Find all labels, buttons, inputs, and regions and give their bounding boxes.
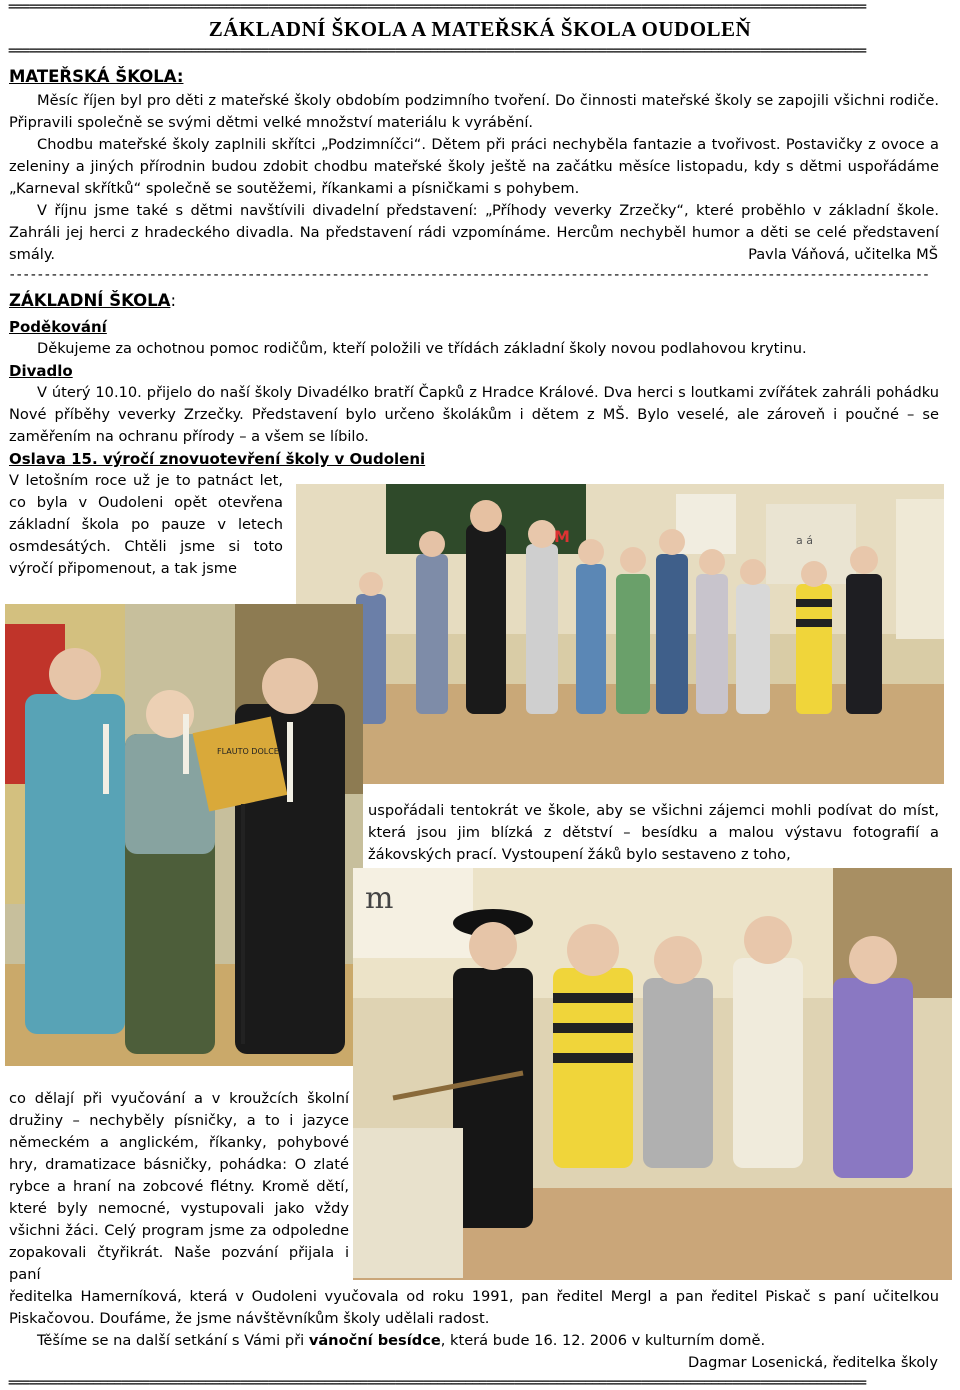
photo-performance [353, 868, 952, 1280]
photo1-wall-letters: a á [796, 534, 813, 547]
photo-flute-players [5, 604, 363, 1066]
celebration-text-1: V letošním roce už je to patnáct let, co byla v Oudoleni opět otevřena základní škola po pauze v letech osmdesátých. Chtěli jsme si toto výročí připomenout, a tak jsme [9, 472, 283, 577]
photo3-board-text: m [365, 881, 394, 916]
photo-children-standing [296, 484, 944, 784]
celebration-heading: Oslava 15. výročí znovuotevření školy v Oudoleni [9, 450, 426, 468]
photo1-sign-text: M [554, 527, 570, 546]
photo2-book-text: FLAUTO DOLCE [217, 747, 279, 756]
section-separator: ----------------------------------------------------------------------------------------------------------------------------------- [8, 268, 929, 282]
celebration-text-3: co dělají při vyučování a v kroužcích školní družiny – nechyběly písničky, a to i jazyce německém a anglickém, říkanky, pohybové hry, dramatizace básničky, pohádka: O zlaté rybce a hraní na zobcové flétny. Kromě dětí, které byly nemocné, vystupovali jako vždy všichni žáci. Celý program jsme za odpoledne zopakovali čtyřikrát. Naše pozvání přijala i paní [9, 1090, 349, 1283]
photo-performance-image [353, 868, 952, 1280]
invitation-suffix: , která bude 16. 12. 2006 v kulturním domě. [440, 1332, 766, 1349]
thanks-text: Děkujeme za ochotnou pomoc rodičům, kteří položili ve třídách základní školy novou podlahovou krytinu. [37, 340, 807, 357]
closing-text: ředitelka Hamerníková, která v Oudoleni vyučovala od roku 1991, pan ředitel Mergl a pan ředitel Piskač s paní učitelkou Piskačovou. Doufáme, že jsme návštěvníkům školy udělali radost. [9, 1288, 939, 1327]
kindergarten-heading: MATEŘSKÁ ŠKOLA: [9, 67, 184, 86]
kindergarten-paragraph-1: Měsíc říjen byl pro děti z mateřské školy obdobím podzimního tvoření. Do činnosti mateřské školy se zapojili všichni rodiče. Připravili společně se svými dětmi velké množství materiálu k vyrábění. [9, 92, 939, 131]
kindergarten-paragraph-3: V říjnu jsme také s dětmi navštívili divadelní představení: „Příhody veverky Zrzečky“, které proběhlo v základní škole. Zahráli jej herci z hradeckého divadla. Na představení rádi vzpomínáme. Hercům nechyběl humor a děti se celé představení smály. [9, 202, 939, 263]
photo-flute-players-image [5, 604, 363, 1066]
invitation-prefix: Těšíme se na další setkání s Vámi při [37, 1332, 309, 1349]
celebration-text-2: uspořádali tentokrát ve škole, aby se všichni zájemci mohli podívat do míst, která jsou jim blízká z dětství – besídku a malou výstavu fotografií a žákovských prací. Vystoupení žáků bylo sestaveno z toho, [368, 802, 939, 863]
kindergarten-paragraph-2: Chodbu mateřské školy zaplnili skřítci „Podzimníčci“. Dětem při práci nechyběla fantazie a tvořivost. Postavičky z ovoce a zeleniny a jiných přírodnin budou zdobit chodbu mateřské školy ještě na začátku měsíce listopadu, kdy s dětmi uspořádáme „Karneval skřítků“ společně se soutěžemi, říkankami a písničkami s pohybem. [9, 136, 939, 197]
school-heading: ZÁKLADNÍ ŠKOLA [9, 291, 171, 310]
top-separator: ========================================================================================================================== [8, 0, 866, 14]
school-heading-colon: : [170, 291, 176, 310]
thanks-heading: Poděkování [9, 318, 107, 336]
school-heading-wrap [9, 290, 176, 312]
photo-children-standing-image [296, 484, 944, 784]
kindergarten-text [9, 90, 939, 266]
invitation-event: vánoční besídce [308, 1332, 441, 1349]
bottom-separator: ========================================================================================================================== [8, 1376, 866, 1390]
kindergarten-signature: Pavla Váňová, učitelka MŠ [748, 246, 938, 263]
title-separator: ========================================================================================================================== [8, 44, 866, 58]
page-title: ZÁKLADNÍ ŠKOLA A MATEŘSKÁ ŠKOLA OUDOLEŇ [208, 17, 752, 41]
school-signature: Dagmar Losenická, ředitelka školy [687, 1354, 938, 1371]
invitation-text [9, 1330, 939, 1352]
theatre-text: V úterý 10.10. přijelo do naší školy Divadélko bratří Čapků z Hradce Králové. Dva herci s loutkami zvířátek zahráli pohádku Nové příběhy veverky Zrzečky. Představení bylo určeno školákům i dětem z MŠ. Bylo veselé, ale zároveň i poučné – se zaměřením na ochranu přírody – a všem se líbilo. [9, 384, 939, 445]
theatre-heading: Divadlo [9, 362, 73, 380]
